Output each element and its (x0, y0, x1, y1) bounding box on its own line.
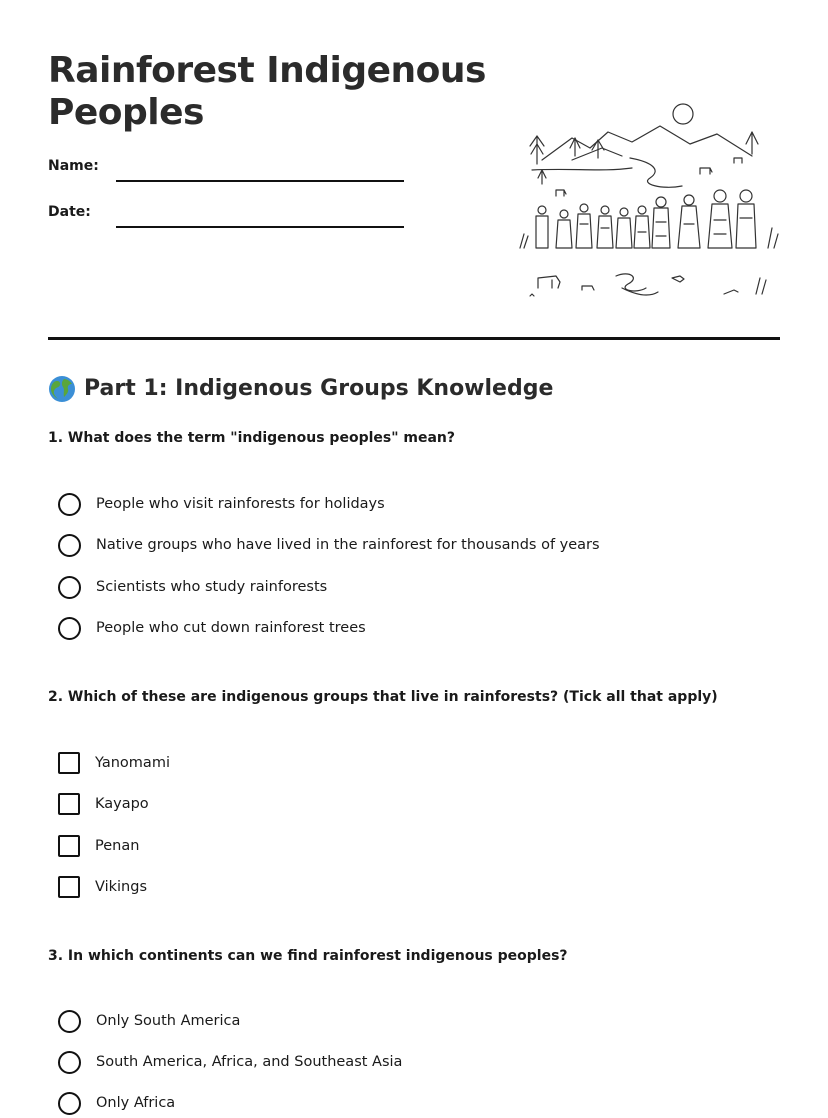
question-2-option-2[interactable] (58, 792, 149, 816)
name-field[interactable] (48, 158, 408, 182)
radio-button[interactable] (58, 576, 81, 599)
option-label: Only Africa (96, 1095, 176, 1111)
option-label: Vikings (95, 879, 148, 895)
name-input-line[interactable] (116, 180, 404, 182)
option-label: Scientists who study rainforests (96, 579, 328, 595)
question-1: 1. What does the term "indigenous peoples" mean? (48, 430, 456, 446)
question-1-option-4[interactable] (58, 616, 366, 640)
radio-button[interactable] (58, 617, 81, 640)
option-label: South America, Africa, and Southeast Asia (96, 1054, 403, 1070)
question-2-option-3[interactable] (58, 834, 139, 858)
indigenous-people-illustration (512, 98, 784, 308)
question-3-option-2[interactable] (58, 1050, 402, 1074)
section-heading (48, 374, 553, 404)
radio-button[interactable] (58, 534, 81, 557)
radio-button[interactable] (58, 493, 81, 516)
question-3-option-1[interactable] (58, 1009, 240, 1033)
checkbox[interactable] (58, 793, 80, 815)
globe-icon (48, 375, 76, 403)
option-label: People who cut down rainforest trees (96, 620, 366, 636)
radio-button[interactable] (58, 1051, 81, 1074)
name-label: Name: (48, 158, 99, 174)
option-label: Kayapo (95, 796, 149, 812)
option-label: Penan (95, 838, 140, 854)
option-label: Yanomami (95, 755, 170, 771)
date-field[interactable] (48, 204, 408, 228)
option-label: People who visit rainforests for holidays (96, 496, 385, 512)
question-2-option-1[interactable] (58, 751, 170, 775)
radio-button[interactable] (58, 1010, 81, 1033)
question-1-option-2[interactable] (58, 533, 600, 557)
date-label: Date: (48, 204, 91, 220)
checkbox[interactable] (58, 752, 80, 774)
radio-button[interactable] (58, 1092, 81, 1115)
option-label: Native groups who have lived in the rainforest for thousands of years (96, 537, 600, 553)
checkbox[interactable] (58, 835, 80, 857)
question-1-option-1[interactable] (58, 492, 385, 516)
question-1-option-3[interactable] (58, 575, 327, 599)
checkbox[interactable] (58, 876, 80, 898)
option-label: Only South America (96, 1013, 241, 1029)
question-3: 3. In which continents can we find rainforest indigenous peoples? (48, 948, 568, 964)
date-input-line[interactable] (116, 226, 404, 228)
page-title: Rainforest Indigenous Peoples (48, 50, 486, 133)
question-2: 2. Which of these are indigenous groups that live in rainforests? (Tick all that apply) (48, 689, 718, 705)
section-divider (48, 337, 780, 340)
question-3-option-3[interactable] (58, 1091, 175, 1115)
section-heading-text: Part 1: Indigenous Groups Knowledge (84, 376, 554, 401)
question-2-option-4[interactable] (58, 875, 147, 899)
